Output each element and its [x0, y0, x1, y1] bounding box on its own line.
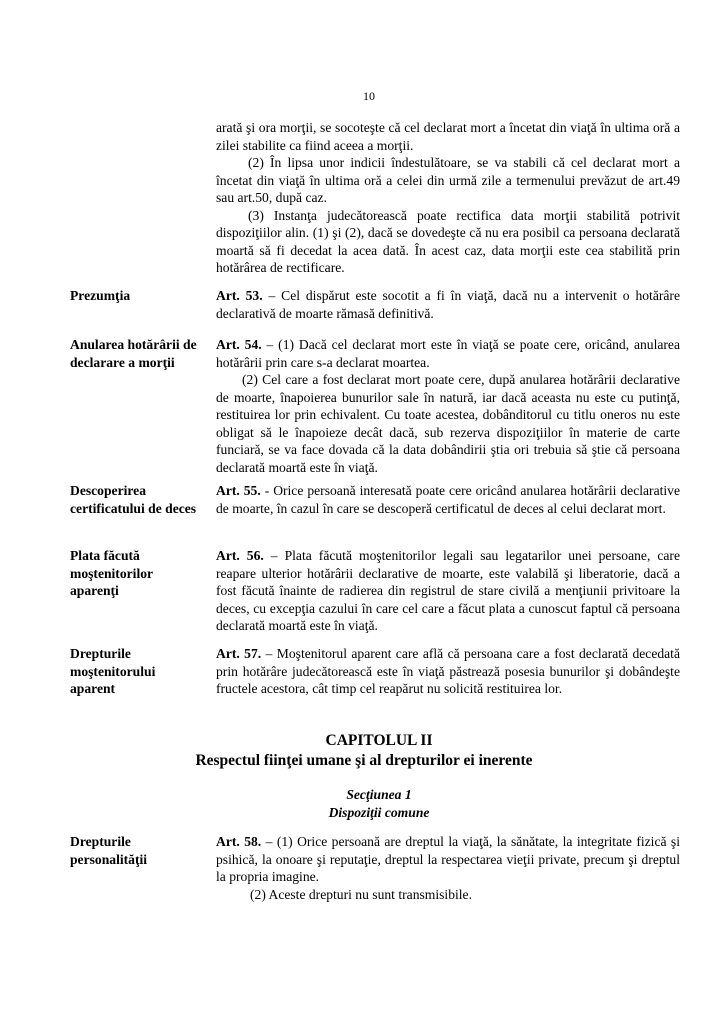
article-56-body: [216, 547, 680, 635]
section-title: Dispoziţii comune: [328, 804, 430, 820]
article-55-label: Art. 55.: [216, 483, 261, 498]
marginal-title-art-58: Drepturile personalităţii: [70, 834, 148, 867]
section-number: Secţiunea 1: [346, 787, 412, 802]
section-heading: [0, 786, 728, 821]
article-53-label: Art. 53.: [216, 288, 263, 303]
chapter-number: CAPITOLUL II: [325, 732, 433, 749]
article-57-label: Art. 57.: [216, 646, 262, 661]
article-55-body: [216, 482, 680, 517]
chapter-heading: [0, 731, 728, 771]
marginal-title-art-57: Drepturile moştenitorului aparent: [70, 646, 156, 696]
article-57-text: – Moştenitorul aparent care află că persoana care a fost declarată decedată prin hotărâre judecătorească este în viaţă păstrează posesia bunurilor şi dobândeşte fructele acestora, cât timp cel reapărut nu solicită restituirea lor.: [216, 646, 680, 696]
article-58-paragraph-2: (2) Aceste drepturi nu sunt transmisibile.: [250, 886, 472, 902]
intro-body: [216, 119, 680, 277]
article-58-label: Art. 58.: [216, 834, 262, 849]
page-number: 10: [363, 89, 375, 103]
article-54-body: [216, 336, 680, 476]
marginal-title-art-56: Plata făcută moştenitorilor aparenţi: [70, 548, 153, 598]
article-58-text: – (1) Orice persoană are dreptul la viaţă, la sănătate, la integritate fizică şi psihică, la onoare şi reputaţie, dreptul la respectarea vieţii private, precum şi dreptul la propria imagine.: [216, 834, 680, 884]
article-54-text: – (1) Dacă cel declarat mort este în viaţă se poate cere, oricând, anularea hotărârii prin care s-a declarat moartea.: [216, 337, 680, 370]
article-57-body: [216, 645, 680, 698]
article-58-body: [216, 833, 680, 903]
marginal-title-art-53: Prezumţia: [70, 288, 131, 303]
article-56-text: – Plata făcută moştenitorilor legali sau legatarilor unei persoane, care reapare ulterior hotărârii declarative de moarte, este valabilă şi liberatorie, dacă a fost făcută înainte de radierea din registrul de stare civilă a menţiunii privitoare la deces, cu excepţia cazului în care cel care a făcut plata a cunoscut faptul că persoana declarată moartă este în viaţă.: [216, 548, 680, 633]
intro-paragraph-3: (3) Instanţa judecătorească poate rectifica data morţii stabilită potrivit dispoziţiilor alin. (1) şi (2), dacă se dovedeşte că nu era posibil ca persoana declarată moartă să fi decedat la acea dată. În acest caz, data morţii este cea stabilită prin hotărârea de rectificare.: [216, 207, 680, 275]
article-53-body: [216, 287, 680, 322]
marginal-title-art-54: Anularea hotărârii de declarare a morţii: [70, 337, 197, 370]
article-56-label: Art. 56.: [216, 548, 264, 563]
article-54-label: Art. 54.: [216, 337, 262, 352]
article-53-text: – Cel dispărut este socotit a fi în viaţă, dacă nu a intervenit o hotărâre declarativă de moarte rămasă definitivă.: [216, 288, 680, 321]
intro-paragraph-1: arată şi ora morţii, se socoteşte că cel declarat mort a încetat din viaţă în ultima oră a zilei stabilite ca fiind aceea a morţii.: [216, 120, 680, 153]
marginal-title-art-55: Descoperirea certificatului de deces: [70, 483, 197, 516]
article-54-paragraph-2: (2) Cel care a fost declarat mort poate cere, după anularea hotărârii declarative de moarte, înapoierea bunurilor sale în natură, iar dacă aceasta nu este cu putinţă, restituirea lor prin echivalent. Cu toate acestea, dobânditorul cu titlu oneros nu este obligat să le înapoieze decât dacă, sub rezerva dispoziţiilor în materie de carte funciară, se va face dovada că la data dobândirii ştia ori trebuia să ştie că persoana declarată moartă este în viaţă.: [216, 372, 680, 475]
intro-paragraph-2: (2) În lipsa unor indicii îndestulătoare, se va stabili că cel declarat mort a încetat din viaţă în ultima oră a celei din urmă zile a termenului prevăzut de art.49 sau art.50, după caz.: [216, 155, 680, 205]
chapter-title: Respectul fiinţei umane şi al drepturilor ei inerente: [195, 752, 533, 769]
article-55-text: - Orice persoană interesată poate cere oricând anularea hotărârii declarative de moarte, în cazul în care se descoperă certificatul de deces al celui declarat mort.: [216, 483, 680, 516]
